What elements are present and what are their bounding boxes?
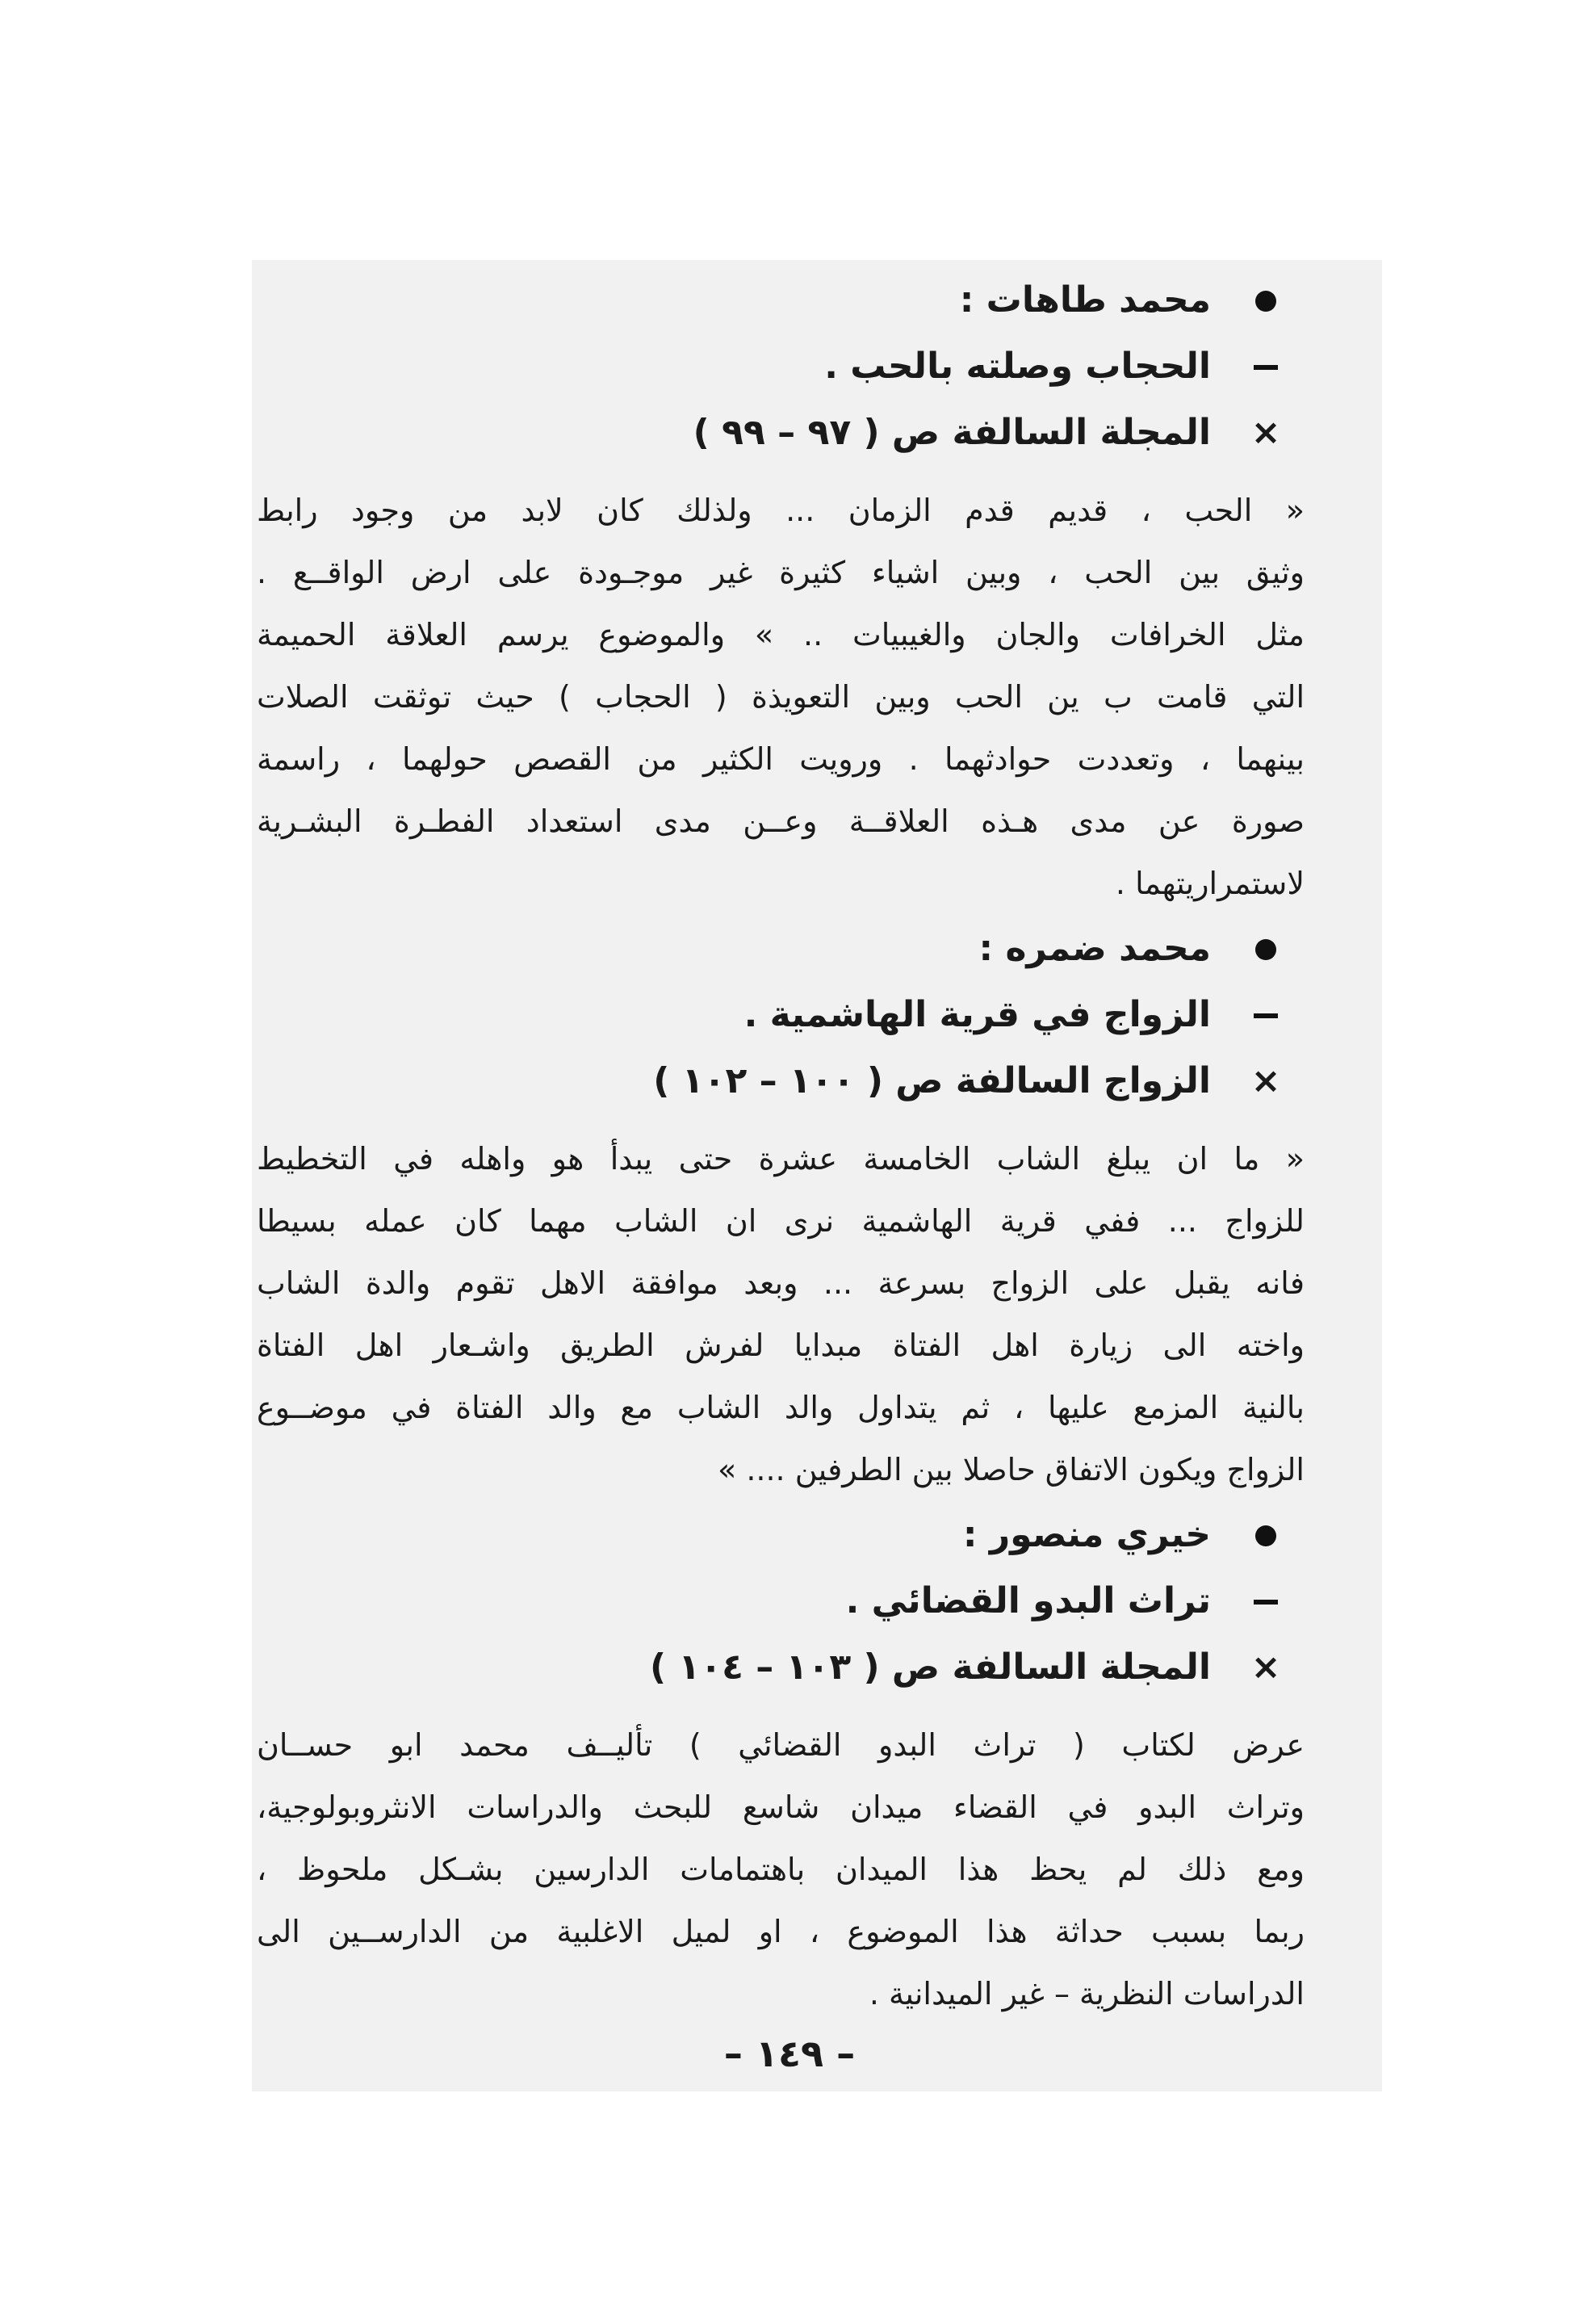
bullet-icon (1227, 1516, 1305, 1554)
paragraph-line: واخته الى زيارة اهل الفتاة مبدايا لفرش الطريق واشـعار اهل الفتاة (257, 1328, 1305, 1363)
article-title (257, 996, 1305, 1062)
paragraph-line: « ما ان يبلغ الشاب الخامسة عشرة حتى يبدأ هو واهله في التخطيط (257, 1141, 1305, 1177)
paragraph-line: للزواج ... ففي قرية الهاشمية نرى ان الشاب مهما كان عمله بسيطا (257, 1203, 1305, 1239)
paragraph-line: التي قامت ب ين الحب وبين التعويذة ( الحجاب ) حيث توثقت الصلات (257, 679, 1305, 715)
article-title-text: الزواج في قرية الهاشمية . (743, 994, 1211, 1035)
paragraph-line: وتراث البدو في القضاء ميدان شاسع للبحث والدراسات الانثروبولوجية، (257, 1789, 1305, 1825)
dash-icon (1227, 996, 1305, 1034)
text-column (257, 281, 1305, 2040)
source-text: المجلة السالفة ص ( ٩٧ – ٩٩ ) (693, 412, 1211, 453)
dash-icon (1227, 1582, 1305, 1621)
author-heading (257, 929, 1305, 996)
cross-icon (1227, 413, 1305, 455)
source-line (257, 1648, 1305, 1714)
entry-section (257, 1516, 1305, 2025)
summary-paragraph (257, 1714, 1305, 2025)
author-name: محمد طاهات : (959, 279, 1211, 321)
summary-paragraph (257, 480, 1305, 915)
source-text: المجلة السالفة ص ( ١٠٣ – ١٠٤ ) (649, 1647, 1211, 1688)
paragraph-line: بالنية المزمع عليها ، ثم يتداول والد الشاب مع والد الفتاة في موضــوع (257, 1390, 1305, 1425)
page-number: – ١٤٩ – (723, 2032, 856, 2075)
summary-paragraph (257, 1128, 1305, 1501)
paragraph-line: « الحب ، قديم قدم الزمان ... ولذلك كان لابد من وجود رابط (257, 493, 1305, 528)
author-name: محمد ضمره : (978, 928, 1211, 969)
article-title (257, 347, 1305, 413)
paragraph-line: لاستمراريتهما . (1115, 866, 1305, 901)
paragraph-line: ومع ذلك لم يحظ هذا الميدان باهتمامات الدارسين بشـكل ملحوظ ، (257, 1852, 1305, 1887)
article-title-text: الحجاب وصلته بالحب . (824, 346, 1211, 387)
paragraph-line: ربما بسبب حداثة هذا الموضوع ، او لميل الاغلبية من الدارســين الى (257, 1914, 1305, 1949)
bullet-icon (1227, 929, 1305, 968)
paragraph-line: عرض لكتاب ( تراث البدو القضائي ) تأليــف محمد ابو حســان (257, 1727, 1305, 1763)
paragraph-line: صورة عن مدى هـذه العلاقــة وعــن مدى استعداد الفطـرة البشـرية (257, 803, 1305, 839)
author-heading (257, 1516, 1305, 1582)
cross-icon (1227, 1648, 1305, 1689)
paragraph-line: بينهما ، وتعددت حوادثهما . ورويت الكثير من القصص حولهما ، راسمة (257, 741, 1305, 777)
dash-icon (1227, 347, 1305, 386)
paragraph-line: الزواج ويكون الاتفاق حاصلا بين الطرفين .... » (717, 1452, 1305, 1487)
source-text: الزواج السالفة ص ( ١٠٠ – ١٠٢ ) (653, 1060, 1211, 1101)
entry-section (257, 281, 1305, 915)
paragraph-line: وثيق بين الحب ، وبين اشياء كثيرة غير موجـودة على ارض الواقــع . (257, 555, 1305, 590)
source-line (257, 1062, 1305, 1128)
article-title (257, 1582, 1305, 1648)
cross-icon (1227, 1062, 1305, 1103)
paragraph-line: الدراسات النظرية – غير الميدانية . (869, 1976, 1305, 2011)
paragraph-line: فانه يقبل على الزواج بسرعة ... وبعد موافقة الاهل تقوم والدة الشاب (257, 1265, 1305, 1301)
paragraph-line: مثل الخرافات والجان والغيبيات .. » والموضوع يرسم العلاقة الحميمة (257, 617, 1305, 652)
bullet-icon (1227, 281, 1305, 320)
author-name: خيري منصور : (962, 1514, 1211, 1555)
article-title-text: تراث البدو القضائي . (845, 1580, 1211, 1621)
source-line (257, 413, 1305, 480)
author-heading (257, 281, 1305, 347)
entry-section (257, 929, 1305, 1501)
